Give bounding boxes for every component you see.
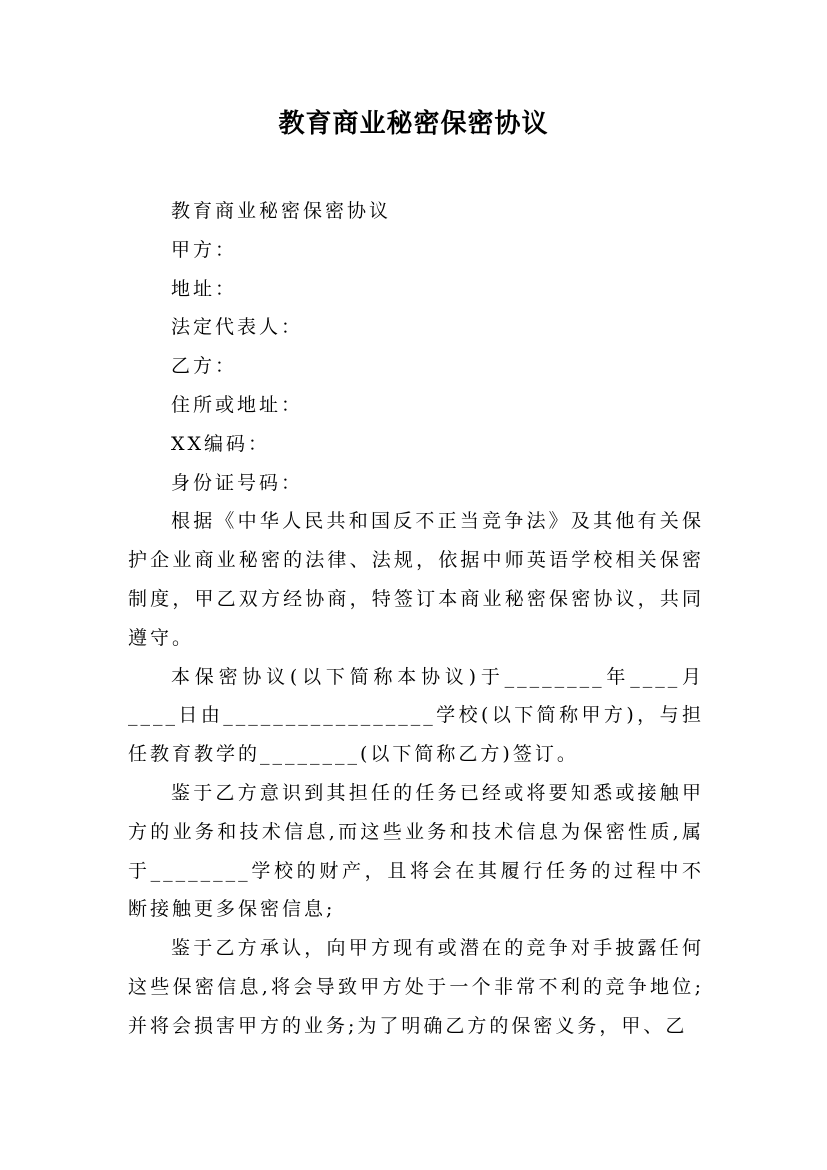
residence-address-field: 住所或地址： [171, 393, 304, 416]
paragraph-whereas-information: 鉴于乙方意识到其担任的任务已经或将要知悉或接触甲方的业务和技术信息,而这些业务和技术信息为保密性质,属于________学校的财产，且将会在其履行任务的过程中不断接触更多保密信息; [128, 781, 704, 921]
legal-representative-field: 法定代表人： [171, 316, 304, 339]
id-number-field: 身份证号码： [171, 471, 304, 494]
party-b-field: 乙方： [171, 355, 238, 378]
party-a-field: 甲方： [171, 238, 238, 261]
subtitle-line: 教育商业秘密保密协议 [171, 200, 392, 222]
document-title: 教育商业秘密保密协议 [278, 109, 549, 139]
postal-code-field: XX编码： [171, 432, 271, 455]
document-body [128, 192, 704, 1046]
paragraph-whereas-disclosure: 鉴于乙方承认，向甲方现有或潜在的竞争对手披露任何这些保密信息,将会导致甲方处于一个非常不利的竞争地位;并将会损害甲方的业务;为了明确乙方的保密义务，甲、乙 [128, 937, 704, 1037]
paragraph-legal-basis: 根据《中华人民共和国反不正当竞争法》及其他有关保护企业商业秘密的法律、法规，依据中师英语学校相关保密制度，甲乙双方经协商，特签订本商业秘密保密协议，共同遵守。 [128, 510, 704, 649]
address-field: 地址： [171, 277, 238, 300]
paragraph-signing: 本保密协议(以下简称本协议)于________年____月____日由_________________学校(以下简称甲方)，与担任教育教学的________(以下简称乙方)签订。 [128, 665, 704, 766]
